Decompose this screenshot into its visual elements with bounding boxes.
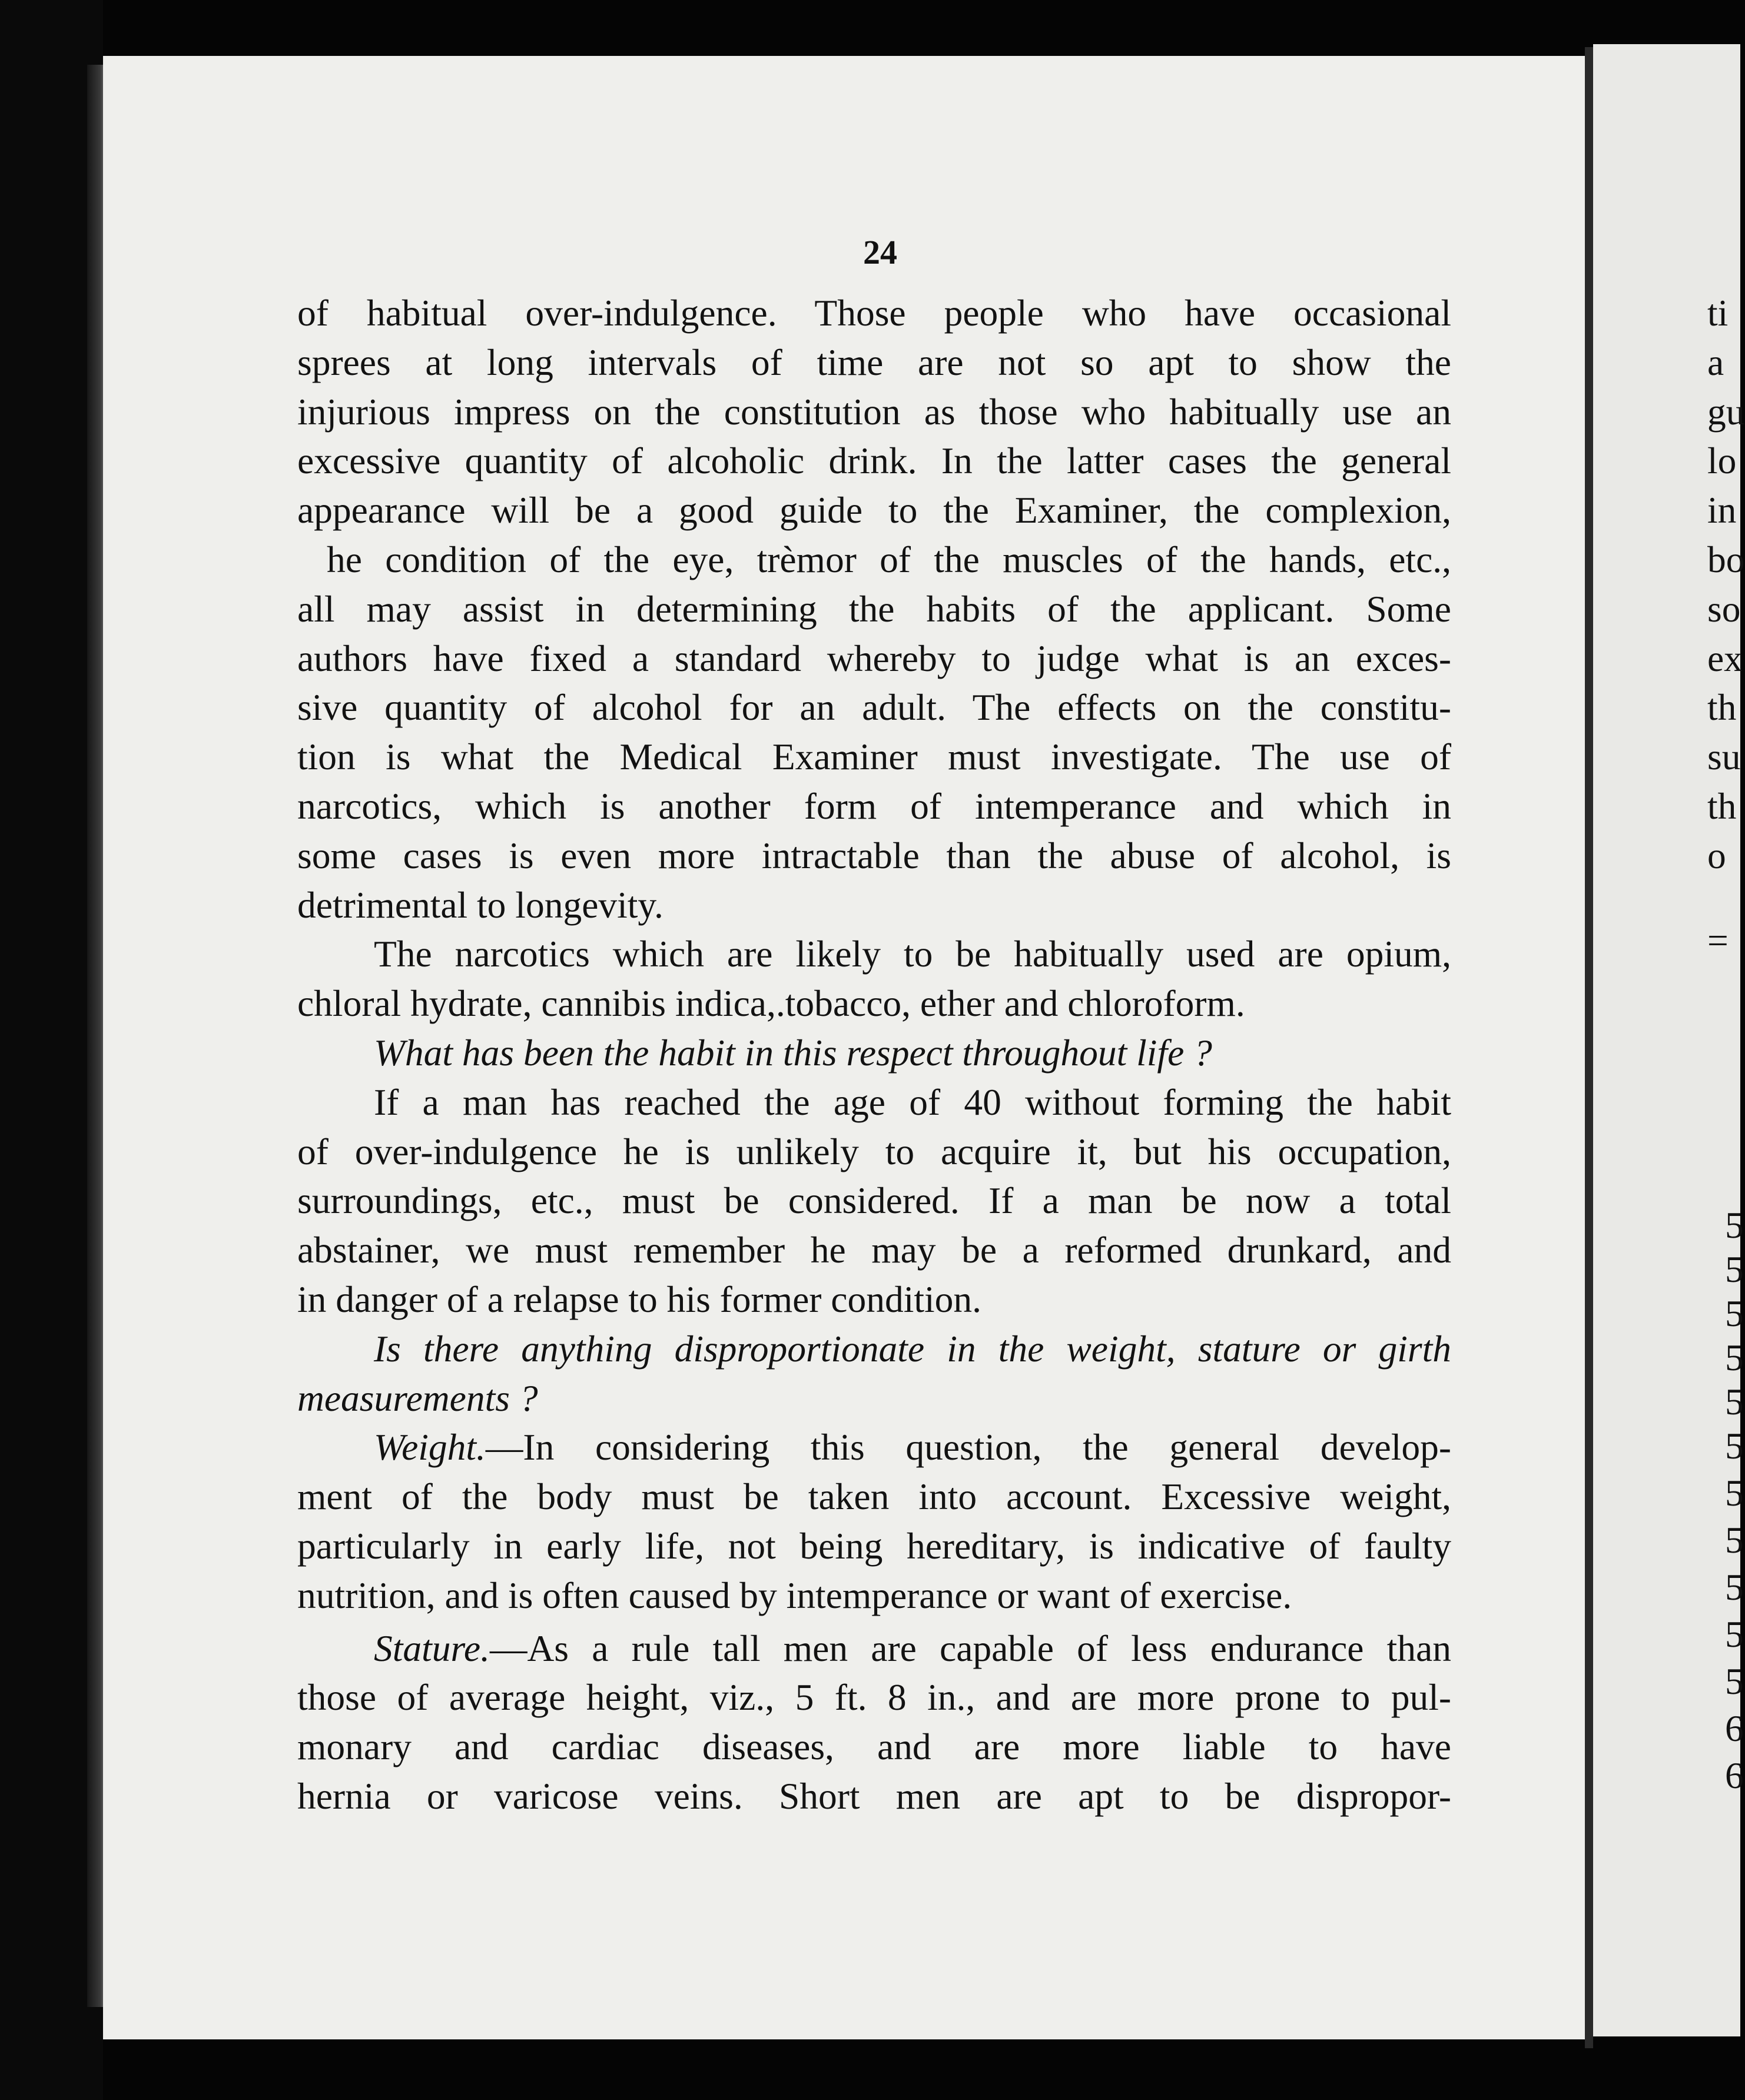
facing-number: 5: [1725, 1613, 1744, 1655]
question-heading: Is there anything disproportionate in the weight, stature or girth: [374, 1327, 1451, 1370]
text-line: narcotics, which is another form of intemperance and which in: [297, 785, 1451, 827]
facing-fragment: a: [1707, 341, 1724, 383]
text-line: ment of the body must be taken into account. Excessive weight,: [297, 1476, 1451, 1518]
facing-fragment: ti: [1707, 292, 1729, 334]
text-line: those of average height, viz., 5 ft. 8 in., and are more prone to pul-: [297, 1676, 1451, 1719]
facing-fragment: lo: [1707, 440, 1737, 482]
text-line: —As a rule tall men are capable of less endurance than: [489, 1627, 1451, 1669]
text-line: —In considering this question, the general develop-: [485, 1426, 1451, 1468]
text-line: sive quantity of alcohol for an adult. The effects on the constitu-: [297, 686, 1451, 729]
facing-fragment: gu: [1707, 390, 1745, 433]
text-line: sprees at long intervals of time are not so apt to show the: [297, 341, 1451, 383]
text-line: nutrition, and is often caused by intemperance or want of exercise.: [297, 1574, 1292, 1616]
text-line: abstainer, we must remember he may be a reformed drunkard, and: [297, 1229, 1451, 1271]
text-line: of over-indulgence he is unlikely to acquire it, but his occupation,: [297, 1130, 1451, 1172]
facing-number: 5: [1725, 1472, 1744, 1514]
text-line: authors have fixed a standard whereby to judge what is an exces-: [297, 637, 1451, 679]
stature-paragraph: [297, 1624, 1451, 1673]
facing-number: 5: [1725, 1660, 1744, 1702]
weight-paragraph: [297, 1423, 1451, 1472]
text-line: excessive quantity of alcoholic drink. In the latter cases the general: [297, 440, 1451, 482]
facing-fragment: th: [1707, 785, 1737, 827]
body-text: [297, 288, 1451, 1821]
text-line: particularly in early life, not being hereditary, is indicative of faulty: [297, 1524, 1451, 1567]
facing-number: 5: [1725, 1337, 1744, 1378]
question-heading: measurements ?: [297, 1377, 538, 1419]
text-line: appearance will be a good guide to the Examiner, the complexion,: [297, 489, 1451, 531]
facing-fragment: so: [1707, 587, 1741, 630]
text-line: If a man has reached the age of 40 without forming the habit: [374, 1081, 1451, 1123]
facing-fragment: ex: [1707, 637, 1743, 679]
facing-page-text: [1707, 288, 1745, 965]
facing-number: 5: [1725, 1204, 1744, 1246]
facing-number: 5: [1725, 1381, 1744, 1423]
text-line: injurious impress on the constitution as those who habitually use an: [297, 390, 1451, 433]
question-heading: What has been the habit in this respect throughout life ?: [374, 1031, 1212, 1074]
text-line: of habitual over-indulgence. Those people who have occasional: [297, 292, 1451, 334]
text-line: some cases is even more intractable than the abuse of alcohol, is: [297, 834, 1451, 876]
facing-number: 6: [1725, 1755, 1744, 1796]
facing-number: 5: [1725, 1566, 1744, 1608]
text-line: all may assist in determining the habits of the applicant. Some: [297, 587, 1451, 630]
facing-fragment: o: [1707, 834, 1726, 876]
weight-lead-in: Weight.: [374, 1426, 486, 1468]
text-line: in danger of a relapse to his former condition.: [297, 1278, 982, 1320]
book-spine: [1585, 47, 1593, 2048]
facing-fragment: su: [1707, 736, 1741, 778]
facing-number: 5: [1725, 1519, 1744, 1561]
facing-fragment: th: [1707, 686, 1737, 729]
facing-number: 5: [1725, 1248, 1744, 1290]
facing-number: 6: [1725, 1707, 1744, 1749]
text-line: hernia or varicose veins. Short men are apt to be dispropor-: [297, 1775, 1451, 1817]
facing-fragment: in: [1707, 489, 1737, 531]
text-line: The narcotics which are likely to be habitually used are opium,: [374, 933, 1451, 975]
text-line: he condition of the eye, trèmor of the muscles of the hands, etc.,: [327, 538, 1451, 580]
text-line: detrimental to longevity.: [297, 883, 664, 926]
stature-lead-in: Stature.: [374, 1627, 490, 1669]
text-line: monary and cardiac diseases, and are more liable to have: [297, 1726, 1451, 1768]
text-line: surroundings, etc., must be considered. If a man be now a total: [297, 1179, 1451, 1222]
text-line: chloral hydrate, cannibis indica,.tobacco, ether and chloroform.: [297, 982, 1245, 1025]
facing-fragment: bo: [1707, 538, 1745, 580]
facing-number: 5: [1725, 1292, 1744, 1334]
facing-fragment: =: [1707, 919, 1729, 961]
page-number: 24: [863, 233, 897, 271]
text-line: tion is what the Medical Examiner must investigate. The use of: [297, 736, 1451, 778]
facing-number: 5: [1725, 1425, 1744, 1467]
